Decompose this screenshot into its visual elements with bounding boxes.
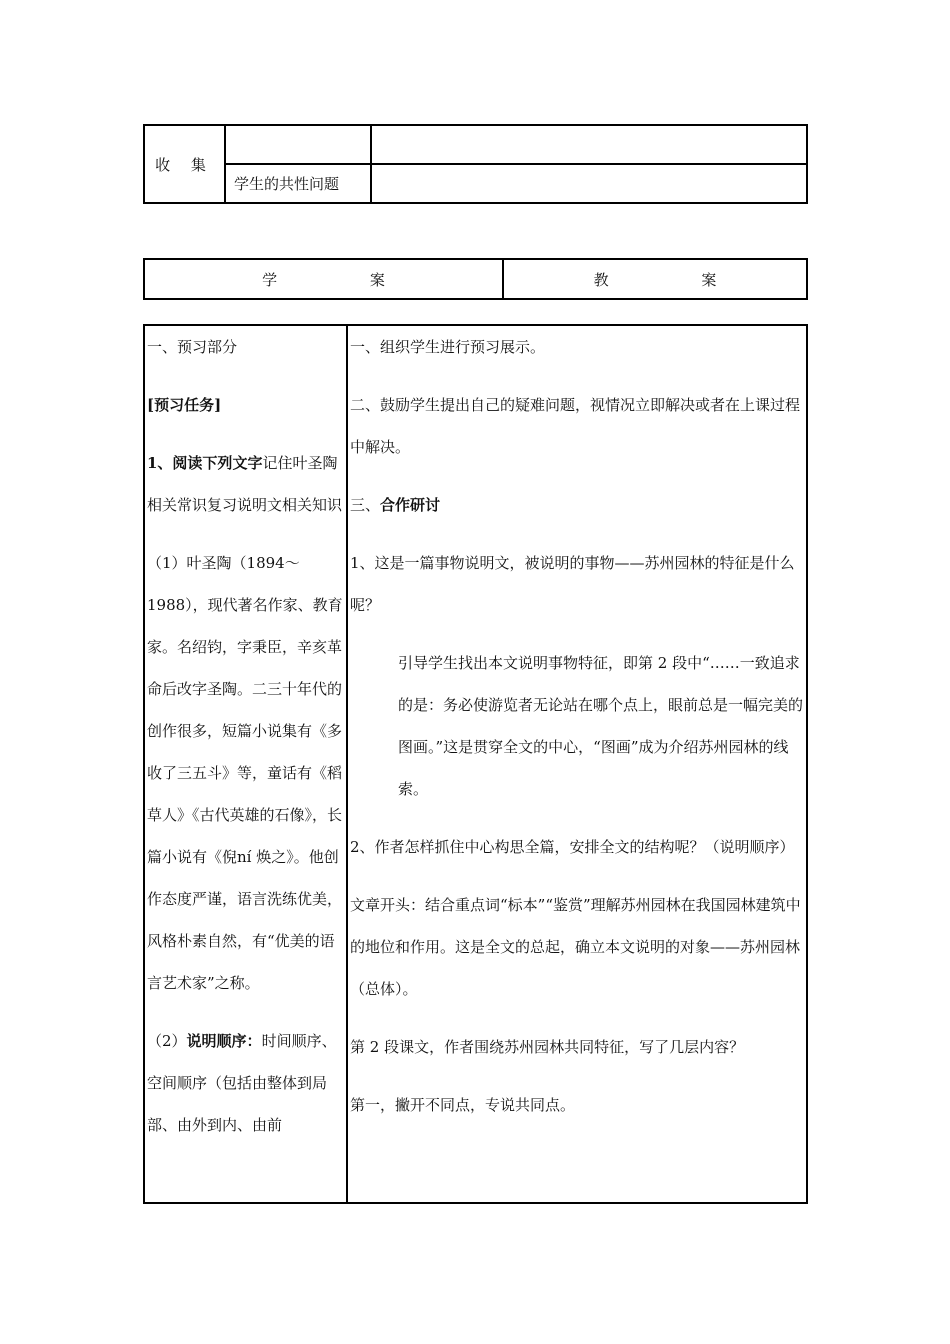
lesson-content-table [143,324,808,1204]
teacher-plan-header-cell [503,259,807,299]
step-two: 二、鼓励学生提出自己的疑难问题，视情况立即解决或者在上课过程中解决。 [350,396,801,456]
collect-empty-cell-1 [225,125,371,164]
plan-header-table [143,258,808,300]
step-three-bold: 合作研讨 [380,496,441,514]
question-one: 1、这是一篇事物说明文，被说明的事物——苏州园林的特征是什么呢？ [350,554,795,614]
student-plan-header: 学 案 [262,270,429,289]
teacher-plan-header: 教 案 [593,270,761,289]
explanation-order [147,1020,344,1146]
first-point: 第一，撇开不同点，专说共同点。 [350,1096,576,1114]
collect-empty-cell-2 [371,125,807,164]
step-three-prefix: 三、 [350,496,381,514]
student-plan-column [144,325,347,1203]
paragraph-two-question: 第 2 段课文，作者围绕苏州园林共同特征，写了几层内容？ [350,1038,745,1056]
collect-label: 收 集 [155,155,214,174]
common-problems-value-cell [371,164,807,203]
question-two: 2、作者怎样抓住中心构思全篇，安排全文的结构呢？（说明顺序） [350,838,795,856]
explanation-order-bold: 说明顺序： [186,1032,262,1050]
question-one-answer: 引导学生找出本文说明事物特征，即第 2 段中“……一致追求的是：务必使游览者无论站在哪个点上，眼前总是一幅完美的图画。”这是贯穿全文的中心，“图画”成为介绍苏州园林的线索。 [398,654,804,798]
common-problems-label-cell [225,164,371,203]
common-problems-label: 学生的共性问题 [234,175,340,193]
reading-task [147,442,344,526]
step-one: 一、组织学生进行预习展示。 [350,338,546,356]
preview-task-title: [预习任务] [147,396,222,414]
explanation-order-prefix: （2） [147,1032,187,1050]
preview-section-title: 一、预习部分 [147,338,238,356]
reading-task-bold: 1、阅读下列文字 [147,454,263,472]
opening-analysis: 文章开头：结合重点词“标本”“鉴赏”理解苏州园林在我国园林建筑中的地位和作用。这是全文的总起，确立本文说明的对象——苏州园林（总体）。 [350,896,801,998]
teacher-plan-column [347,325,807,1203]
collect-label-cell [144,125,225,203]
explanation-order-rest: 时间顺序、空间顺序（包括由整体到局部、由外到内、由前 [147,1032,337,1134]
reading-task-rest: 记住叶圣陶相关常识复习说明文相关知识 [147,454,343,514]
ye-shengtao-bio: （1）叶圣陶（1894～1988），现代著名作家、教育家。名绍钧，字秉臣，辛亥革命后改字圣陶。二三十年代的创作很多，短篇小说集有《多收了三五斗》等，童话有《稻草人》《古代英雄的石像》，长篇小说有《倪ní 焕之》。他创作态度严谨，语言洗练优美，风格朴素自然，有“优美的语言艺术家”之称。 [147,554,343,992]
student-plan-header-cell [144,259,503,299]
step-three [350,484,804,526]
collect-table [143,124,808,204]
